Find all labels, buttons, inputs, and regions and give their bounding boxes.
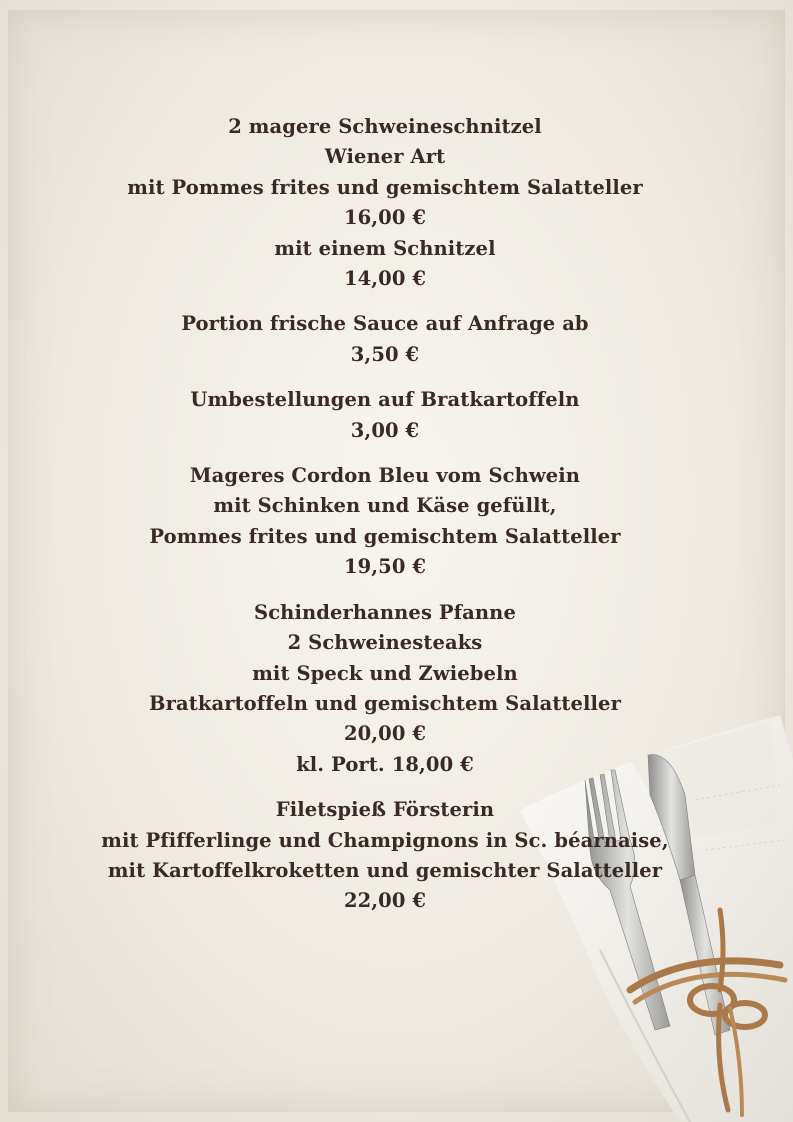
dish-sauce: [0, 309, 770, 370]
dish-price: 22,00 €: [343, 889, 427, 913]
dish-description: mit Speck und Zwiebeln: [252, 661, 518, 685]
dish-title: Portion frische Sauce auf Anfrage ab: [181, 312, 589, 336]
dish-variant-price: 14,00 €: [343, 267, 427, 291]
dish-title: Mageres Cordon Bleu vom Schwein: [189, 464, 581, 488]
dish-price: 3,00 €: [350, 418, 420, 442]
dish-description: mit Pfifferlinge und Champignons in Sc. béarnaise,: [101, 828, 669, 852]
menu-list: [0, 112, 770, 932]
dish-title: Umbestellungen auf Bratkartoffeln: [190, 388, 580, 412]
dish-price: 16,00 €: [343, 206, 427, 230]
dish-bratkartoffeln-upgrade: [0, 385, 770, 446]
dish-filetspiess: [0, 795, 770, 917]
dish-variant-price: kl. Port. 18,00 €: [296, 752, 474, 776]
dish-description: mit Kartoffelkroketten und gemischter Salatteller: [107, 858, 663, 882]
dish-description: mit Schinken und Käse gefüllt,: [213, 494, 557, 518]
dish-variant: mit einem Schnitzel: [274, 236, 496, 260]
dish-description: Pommes frites und gemischtem Salatteller: [149, 524, 621, 548]
dish-description: Bratkartoffeln und gemischtem Salatteller: [149, 691, 621, 715]
dish-schinderhannes-pfanne: [0, 598, 770, 780]
dish-title: Filetspieß Försterin: [275, 798, 495, 822]
dish-price: 3,50 €: [350, 342, 420, 366]
dish-schnitzel: [0, 112, 770, 294]
dish-subtitle: Wiener Art: [324, 145, 446, 169]
dish-description: mit Pommes frites und gemischtem Salatteller: [127, 175, 643, 199]
dish-price: 19,50 €: [343, 555, 427, 579]
dish-title: 2 magere Schweineschnitzel: [228, 115, 542, 138]
dish-price: 20,00 €: [343, 722, 427, 746]
dish-title: Schinderhannes Pfanne: [254, 600, 516, 624]
dish-cordon-bleu: [0, 461, 770, 583]
dish-subtitle: 2 Schweinesteaks: [287, 631, 483, 655]
